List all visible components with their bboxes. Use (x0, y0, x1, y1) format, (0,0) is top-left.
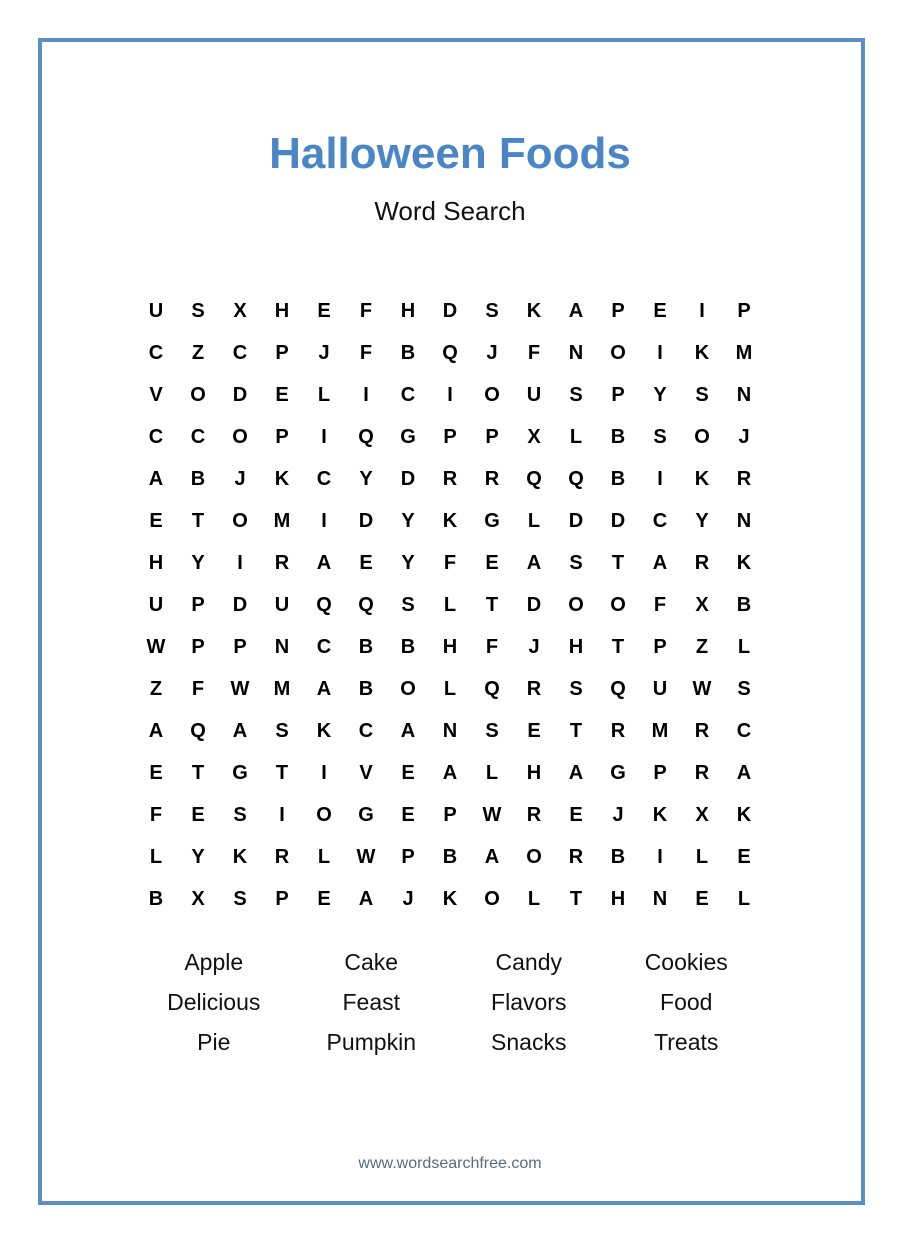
grid-cell[interactable]: P (275, 887, 289, 910)
word-list (135, 942, 765, 1062)
grid-cell[interactable]: E (149, 761, 163, 784)
grid-cell[interactable]: N (568, 341, 584, 364)
grid-cell[interactable]: P (653, 761, 667, 784)
grid-cell[interactable]: M (273, 677, 291, 700)
grid-cell[interactable]: U (274, 593, 290, 616)
grid-cell[interactable]: I (657, 467, 663, 490)
grid-cell[interactable]: I (363, 383, 369, 406)
grid-cell[interactable]: I (657, 845, 663, 868)
grid-cell[interactable]: O (484, 383, 500, 406)
grid-cell[interactable]: L (443, 677, 457, 700)
grid-cell[interactable]: M (651, 719, 669, 742)
grid-cell[interactable]: P (443, 425, 457, 448)
grid-cell[interactable]: B (400, 635, 416, 658)
grid-cell[interactable]: M (735, 341, 753, 364)
grid-cell[interactable]: D (232, 383, 248, 406)
grid-cell[interactable]: R (694, 761, 710, 784)
grid-cell[interactable]: D (400, 467, 416, 490)
grid-cell[interactable]: Y (401, 509, 415, 532)
grid-cell[interactable]: M (273, 509, 291, 532)
grid-cell[interactable]: Q (526, 467, 542, 490)
grid-cell[interactable]: K (274, 467, 290, 490)
grid-cell[interactable]: P (191, 593, 205, 616)
page-subtitle: Word Search (374, 196, 526, 226)
grid-cell[interactable]: I (279, 803, 285, 826)
grid-cell[interactable]: H (442, 635, 458, 658)
letter-grid (135, 290, 765, 920)
grid-cell[interactable]: I (657, 341, 663, 364)
grid-cell[interactable]: N (442, 719, 458, 742)
grid-cell[interactable]: E (359, 551, 373, 574)
grid-cell[interactable]: U (148, 299, 164, 322)
grid-cell[interactable]: W (230, 677, 250, 700)
grid-cell[interactable]: T (191, 761, 205, 784)
grid-cell[interactable]: O (484, 887, 500, 910)
grid-cell[interactable]: G (610, 761, 626, 784)
grid-cell[interactable]: W (356, 845, 376, 868)
grid-cell[interactable]: B (610, 845, 626, 868)
grid-cell[interactable]: I (447, 383, 453, 406)
grid-cell[interactable]: K (442, 509, 458, 532)
grid-cell[interactable]: L (569, 425, 583, 448)
grid-cell[interactable]: O (316, 803, 332, 826)
grid-cell[interactable]: V (359, 761, 373, 784)
grid-cell[interactable]: U (148, 593, 164, 616)
grid-cell[interactable]: Q (484, 677, 500, 700)
grid-cell[interactable]: O (400, 677, 416, 700)
grid-cell[interactable]: Z (191, 341, 205, 364)
grid-cell[interactable]: S (485, 299, 499, 322)
grid-cell[interactable]: S (191, 299, 205, 322)
grid-cell[interactable]: A (652, 551, 668, 574)
grid-cell[interactable]: H (148, 551, 164, 574)
grid-cell[interactable]: L (527, 509, 541, 532)
grid-cell[interactable]: T (569, 887, 583, 910)
grid-cell[interactable]: Q (190, 719, 206, 742)
grid-cell[interactable]: Q (442, 341, 458, 364)
grid-cell[interactable]: Q (358, 593, 374, 616)
grid-cell[interactable]: Y (191, 551, 205, 574)
grid-cell[interactable]: P (275, 341, 289, 364)
grid-cell[interactable]: R (442, 467, 458, 490)
grid-cell[interactable]: O (568, 593, 584, 616)
grid-cell[interactable]: R (568, 845, 584, 868)
grid-cell[interactable]: G (400, 425, 416, 448)
grid-cell[interactable]: L (737, 635, 751, 658)
grid-cell[interactable]: T (485, 593, 499, 616)
grid-cell[interactable]: O (190, 383, 206, 406)
grid-cell[interactable]: J (612, 803, 624, 826)
grid-cell[interactable]: A (358, 887, 374, 910)
grid-cell[interactable]: E (695, 887, 709, 910)
grid-cell[interactable]: F (191, 677, 205, 700)
grid-cell[interactable]: P (275, 425, 289, 448)
grid-cell[interactable]: C (316, 467, 332, 490)
grid-cell[interactable]: X (695, 593, 709, 616)
grid-cell[interactable]: F (653, 593, 667, 616)
grid-cell[interactable]: I (321, 761, 327, 784)
grid-cell[interactable]: T (611, 551, 625, 574)
grid-cell[interactable]: A (400, 719, 416, 742)
grid-cell[interactable]: O (232, 509, 248, 532)
grid-cell[interactable]: K (442, 887, 458, 910)
grid-cell[interactable]: P (485, 425, 499, 448)
grid-cell[interactable]: A (148, 719, 164, 742)
grid-cell[interactable]: R (484, 467, 500, 490)
grid-cell[interactable]: K (232, 845, 248, 868)
grid-cell[interactable]: L (485, 761, 499, 784)
grid-cell[interactable]: J (486, 341, 498, 364)
word-list-item: Flavors (491, 988, 567, 1015)
grid-cell[interactable]: B (400, 341, 416, 364)
grid-cell[interactable]: S (695, 383, 709, 406)
grid-cell[interactable]: P (401, 845, 415, 868)
grid-cell[interactable]: D (610, 509, 626, 532)
grid-cell[interactable]: Q (316, 593, 332, 616)
grid-cell[interactable]: U (526, 383, 542, 406)
grid-cell[interactable]: A (442, 761, 458, 784)
grid-cell[interactable]: E (401, 803, 415, 826)
grid-cell[interactable]: S (569, 551, 583, 574)
grid-cell[interactable]: C (148, 341, 164, 364)
grid-cell[interactable]: J (738, 425, 750, 448)
grid-cell[interactable]: R (694, 719, 710, 742)
grid-cell[interactable]: K (736, 551, 752, 574)
grid-cell[interactable]: P (653, 635, 667, 658)
grid-cell[interactable]: S (233, 803, 247, 826)
grid-cell[interactable]: B (358, 677, 374, 700)
grid-cell[interactable]: R (610, 719, 626, 742)
grid-cell[interactable]: P (611, 299, 625, 322)
grid-cell[interactable]: S (737, 677, 751, 700)
grid-cell[interactable]: F (359, 299, 373, 322)
grid-cell[interactable]: G (358, 803, 374, 826)
grid-cell[interactable]: E (275, 383, 289, 406)
grid-cell[interactable]: K (652, 803, 668, 826)
grid-cell[interactable]: W (146, 635, 166, 658)
grid-cell[interactable]: P (233, 635, 247, 658)
grid-cell[interactable]: A (526, 551, 542, 574)
grid-cell[interactable]: C (652, 509, 668, 532)
grid-cell[interactable]: H (568, 635, 584, 658)
page-title: Halloween Foods (269, 129, 631, 178)
grid-cell[interactable]: K (316, 719, 332, 742)
grid-cell[interactable]: L (317, 845, 331, 868)
grid-cell[interactable]: A (568, 299, 584, 322)
grid-cell[interactable]: R (526, 677, 542, 700)
grid-cell[interactable]: L (149, 845, 163, 868)
grid-cell[interactable]: H (274, 299, 290, 322)
grid-cell[interactable]: J (234, 467, 246, 490)
grid-cell[interactable]: B (358, 635, 374, 658)
grid-cell[interactable]: E (527, 719, 541, 742)
grid-cell[interactable]: F (443, 551, 457, 574)
grid-cell[interactable]: E (485, 551, 499, 574)
grid-cell[interactable]: L (695, 845, 709, 868)
grid-cell[interactable]: F (359, 341, 373, 364)
grid-cell[interactable]: C (358, 719, 374, 742)
grid-cell[interactable]: I (321, 425, 327, 448)
grid-cell[interactable]: K (694, 341, 710, 364)
word-list-item: Cookies (644, 948, 728, 975)
grid-cell[interactable]: T (191, 509, 205, 532)
grid-cell[interactable]: D (526, 593, 542, 616)
grid-cell[interactable]: E (401, 761, 415, 784)
grid-cell[interactable]: B (736, 593, 752, 616)
grid-cell[interactable]: Q (568, 467, 584, 490)
grid-cell[interactable]: C (190, 425, 206, 448)
word-list-item: Treats (654, 1028, 719, 1055)
grid-cell[interactable]: H (610, 887, 626, 910)
word-list-item: Pumpkin (326, 1028, 416, 1055)
grid-cell[interactable]: S (233, 887, 247, 910)
grid-cell[interactable]: A (232, 719, 248, 742)
grid-cell[interactable]: G (484, 509, 500, 532)
grid-cell[interactable]: T (611, 635, 625, 658)
grid-cell[interactable]: F (149, 803, 163, 826)
grid-cell[interactable]: Y (359, 467, 373, 490)
grid-cell[interactable]: O (694, 425, 710, 448)
grid-cell[interactable]: Q (358, 425, 374, 448)
grid-cell[interactable]: B (190, 467, 206, 490)
grid-cell[interactable]: X (695, 803, 709, 826)
grid-cell[interactable]: L (317, 383, 331, 406)
grid-cell[interactable]: Z (695, 635, 709, 658)
grid-cell[interactable]: O (610, 593, 626, 616)
grid-cell[interactable]: A (568, 761, 584, 784)
grid-cell[interactable]: U (652, 677, 668, 700)
grid-cell[interactable]: O (610, 341, 626, 364)
grid-cell[interactable]: S (275, 719, 289, 742)
grid-cell[interactable]: Y (401, 551, 415, 574)
grid-cell[interactable]: K (694, 467, 710, 490)
grid-cell[interactable]: W (482, 803, 502, 826)
grid-cell[interactable]: C (316, 635, 332, 658)
grid-cell[interactable]: Y (695, 509, 709, 532)
grid-cell[interactable]: N (652, 887, 668, 910)
grid-cell[interactable]: C (148, 425, 164, 448)
grid-cell[interactable]: S (569, 677, 583, 700)
grid-cell[interactable]: B (442, 845, 458, 868)
grid-cell[interactable]: A (484, 845, 500, 868)
grid-cell[interactable]: E (569, 803, 583, 826)
grid-cell[interactable]: E (317, 299, 331, 322)
grid-cell[interactable]: Q (610, 677, 626, 700)
grid-cell[interactable]: R (274, 845, 290, 868)
grid-cell[interactable]: Y (191, 845, 205, 868)
grid-cell[interactable]: J (318, 341, 330, 364)
grid-cell[interactable]: D (232, 593, 248, 616)
grid-cell[interactable]: I (237, 551, 243, 574)
grid-cell[interactable]: E (191, 803, 205, 826)
grid-cell[interactable]: F (485, 635, 499, 658)
grid-cell[interactable]: V (149, 383, 163, 406)
grid-cell[interactable]: K (736, 803, 752, 826)
word-list-item: Delicious (167, 988, 261, 1015)
grid-cell[interactable]: A (736, 761, 752, 784)
word-list-item: Pie (197, 1028, 231, 1055)
grid-cell[interactable]: O (526, 845, 542, 868)
word-list-item: Candy (495, 948, 562, 975)
grid-cell[interactable]: N (736, 509, 752, 532)
grid-cell[interactable]: L (527, 887, 541, 910)
grid-cell[interactable]: E (317, 887, 331, 910)
grid-cell[interactable]: C (736, 719, 752, 742)
grid-cell[interactable]: I (699, 299, 705, 322)
grid-cell[interactable]: E (737, 845, 751, 868)
grid-cell[interactable]: S (485, 719, 499, 742)
word-list-item: Snacks (491, 1028, 567, 1055)
word-list-item: Apple (184, 948, 244, 975)
grid-cell[interactable]: E (653, 299, 667, 322)
grid-cell[interactable]: L (443, 593, 457, 616)
grid-cell[interactable]: N (736, 383, 752, 406)
grid-cell[interactable]: H (400, 299, 416, 322)
grid-cell[interactable]: A (316, 677, 332, 700)
grid-cell[interactable]: R (274, 551, 290, 574)
grid-cell[interactable]: P (737, 299, 751, 322)
grid-cell[interactable]: A (316, 551, 332, 574)
grid-cell[interactable]: X (527, 425, 541, 448)
grid-cell[interactable]: A (148, 467, 164, 490)
grid-cell[interactable]: L (737, 887, 751, 910)
grid-cell[interactable]: B (148, 887, 164, 910)
footer-url[interactable]: www.wordsearchfree.com (358, 1155, 542, 1172)
grid-cell[interactable]: P (443, 803, 457, 826)
grid-cell[interactable]: P (191, 635, 205, 658)
grid-cell[interactable]: S (653, 425, 667, 448)
grid-cell[interactable]: P (611, 383, 625, 406)
grid-cell[interactable]: Z (149, 677, 163, 700)
grid-cell[interactable]: X (191, 887, 205, 910)
grid-cell[interactable]: B (610, 467, 626, 490)
grid-cell[interactable]: H (526, 761, 542, 784)
grid-cell[interactable]: D (442, 299, 458, 322)
grid-cell[interactable]: T (569, 719, 583, 742)
grid-cell[interactable]: E (149, 509, 163, 532)
grid-cell[interactable]: X (233, 299, 247, 322)
word-list-item: Food (660, 988, 713, 1015)
grid-cell[interactable]: I (321, 509, 327, 532)
grid-cell[interactable]: S (401, 593, 415, 616)
grid-cell[interactable]: T (275, 761, 289, 784)
grid-cell[interactable]: J (528, 635, 540, 658)
word-list-item: Feast (342, 988, 401, 1015)
grid-cell[interactable]: D (568, 509, 584, 532)
grid-cell[interactable]: B (610, 425, 626, 448)
grid-cell[interactable]: C (400, 383, 416, 406)
grid-cell[interactable]: D (358, 509, 374, 532)
grid-cell[interactable]: W (692, 677, 712, 700)
grid-cell[interactable]: S (569, 383, 583, 406)
grid-cell[interactable]: F (527, 341, 541, 364)
grid-cell[interactable]: C (232, 341, 248, 364)
grid-cell[interactable]: G (232, 761, 248, 784)
grid-cell[interactable]: N (274, 635, 290, 658)
grid-cell[interactable]: O (232, 425, 248, 448)
grid-cell[interactable]: Y (653, 383, 667, 406)
word-list-item: Cake (344, 948, 399, 975)
grid-cell[interactable]: K (526, 299, 542, 322)
grid-cell[interactable]: R (736, 467, 752, 490)
grid-cell[interactable]: R (526, 803, 542, 826)
grid-cell[interactable]: J (402, 887, 414, 910)
grid-cell[interactable]: R (694, 551, 710, 574)
